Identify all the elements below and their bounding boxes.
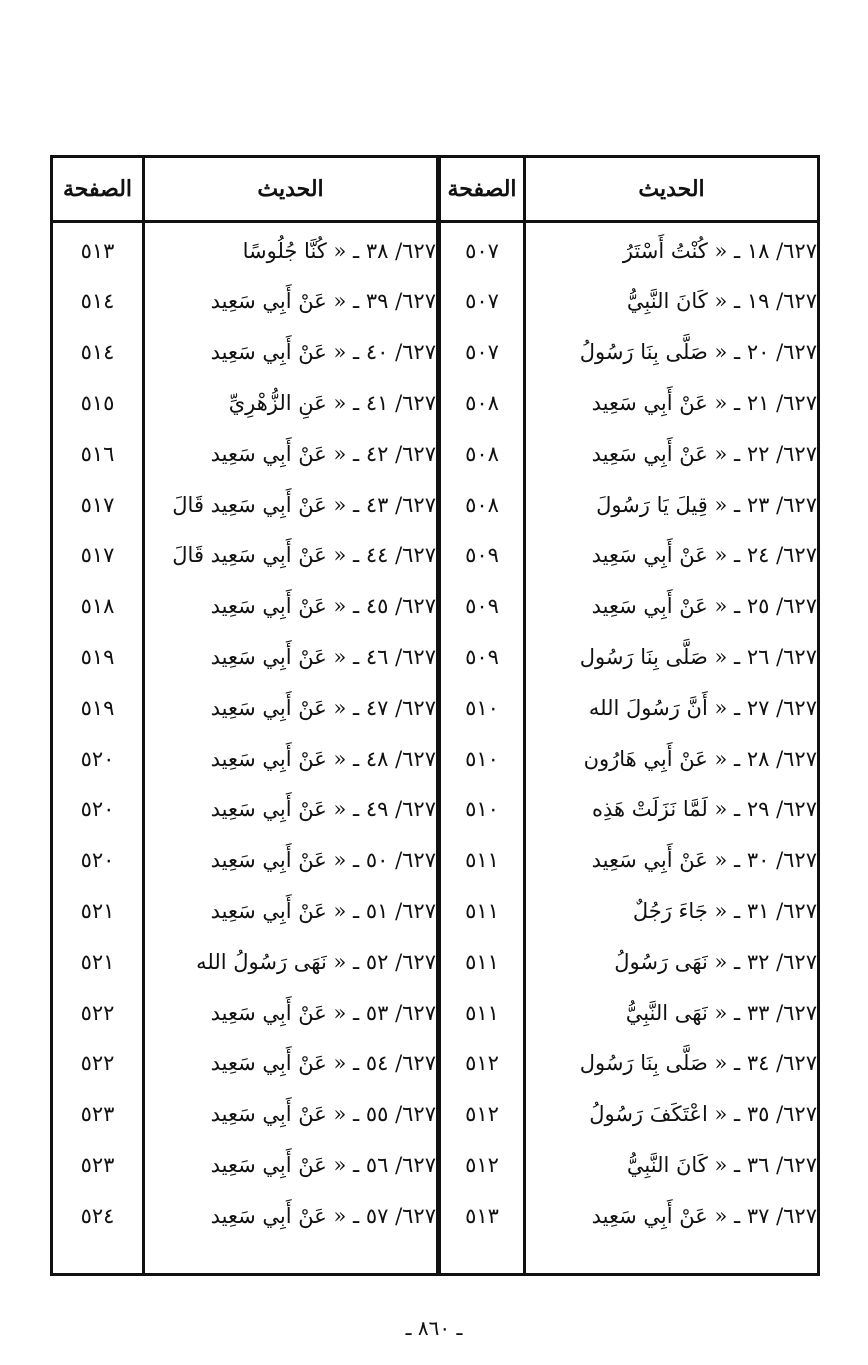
list-item-page-number: ٥١٩ bbox=[80, 644, 115, 669]
list-item-page-number: ٥١٥ bbox=[80, 390, 115, 415]
list-item-page-number: ٥١٩ bbox=[80, 695, 115, 720]
list-item-hadith: ٦٢٧/ ٥٤ ـ « عَنْ أَبِي سَعِيد bbox=[210, 1051, 436, 1076]
list-item-page-number: ٥١١ bbox=[465, 898, 499, 923]
list-item-page-number: ٥٠٨ bbox=[465, 390, 499, 415]
list-item-page-number: ٥٢٣ bbox=[80, 1102, 115, 1127]
list-item-hadith: ٦٢٧/ ١٩ ـ « كَانَ النَّبِيُّ bbox=[626, 289, 817, 314]
list-item-page-number: ٥١٤ bbox=[80, 340, 115, 365]
list-item-hadith: ٦٢٧/ ٤٦ ـ « عَنْ أَبِي سَعِيد bbox=[210, 644, 436, 669]
list-item-page-number: ٥١٨ bbox=[80, 594, 115, 619]
list-item-hadith: ٦٢٧/ ٤٢ ـ « عَنْ أَبِي سَعِيد bbox=[210, 441, 436, 466]
header-divider bbox=[53, 220, 817, 223]
list-item-hadith: ٦٢٧/ ٥٧ ـ « عَنْ أَبِي سَعِيد bbox=[210, 1203, 436, 1228]
list-item-page-number: ٥٢٣ bbox=[80, 1152, 115, 1177]
list-item-page-number: ٥١٦ bbox=[80, 441, 115, 466]
list-item-page-number: ٥٠٨ bbox=[465, 441, 499, 466]
index-table bbox=[50, 155, 820, 1276]
list-item-page-number: ٥٠٩ bbox=[465, 594, 499, 619]
list-item-hadith: ٦٢٧/ ٣٠ ـ « عَنْ أَبِي سَعِيد bbox=[591, 848, 817, 873]
list-item-hadith: ٦٢٧/ ٢٨ ـ « عَنْ أَبِي هَارُون bbox=[583, 746, 817, 771]
list-item-hadith: ٦٢٧/ ٣٩ ـ « عَنْ أَبِي سَعِيد bbox=[210, 289, 436, 314]
list-item-hadith: ٦٢٧/ ٤٩ ـ « عَنْ أَبِي سَعِيد bbox=[210, 797, 436, 822]
list-item-page-number: ٥٠٧ bbox=[465, 340, 499, 365]
list-item-page-number: ٥٠٧ bbox=[465, 238, 499, 263]
list-item-hadith: ٦٢٧/ ٢٤ ـ « عَنْ أَبِي سَعِيد bbox=[591, 543, 817, 568]
list-item-hadith: ٦٢٧/ ٢٣ ـ « قِيلَ يَا رَسُولَ bbox=[596, 492, 817, 517]
list-item-page-number: ٥١٠ bbox=[465, 797, 499, 822]
list-item-page-number: ٥١١ bbox=[465, 1000, 499, 1025]
list-item-page-number: ٥١٢ bbox=[465, 1102, 499, 1127]
list-item-hadith: ٦٢٧/ ٢٢ ـ « عَنْ أَبِي سَعِيد bbox=[591, 441, 817, 466]
list-item-hadith: ٦٢٧/ ٢٩ ـ « لَمَّا نَزَلَتْ هَذِه bbox=[591, 797, 817, 822]
list-item-page-number: ٥١١ bbox=[465, 848, 499, 873]
list-item-page-number: ٥١١ bbox=[465, 949, 499, 974]
header-left-hadith: الحديث bbox=[257, 176, 324, 202]
list-item-hadith: ٦٢٧/ ٣٤ ـ « صَلَّى بِنَا رَسُول bbox=[579, 1051, 817, 1076]
list-item-hadith: ٦٢٧/ ٣١ ـ « جَاءَ رَجُلٌ bbox=[632, 898, 817, 923]
list-item-page-number: ٥٠٩ bbox=[465, 644, 499, 669]
list-item-hadith: ٦٢٧/ ٣٢ ـ « نَهَى رَسُولُ bbox=[614, 949, 817, 974]
list-item-page-number: ٥١٠ bbox=[465, 746, 499, 771]
list-item-page-number: ٥٢٢ bbox=[80, 1000, 115, 1025]
list-item-hadith: ٦٢٧/ ٣٧ ـ « عَنْ أَبِي سَعِيد bbox=[591, 1203, 817, 1228]
list-item-page-number: ٥٢٠ bbox=[80, 746, 115, 771]
list-item-page-number: ٥١٧ bbox=[80, 492, 115, 517]
list-item-hadith: ٦٢٧/ ٣٨ ـ « كُنَّا جُلُوسًا bbox=[242, 238, 436, 263]
list-item-hadith: ٦٢٧/ ١٨ ـ « كُنْتُ أَسْتَرُ bbox=[622, 238, 817, 263]
list-item-page-number: ٥١٧ bbox=[80, 543, 115, 568]
header-right-page: الصفحة bbox=[447, 176, 517, 202]
list-item-hadith: ٦٢٧/ ٥٣ ـ « عَنْ أَبِي سَعِيد bbox=[210, 1000, 436, 1025]
list-item-page-number: ٥١٣ bbox=[465, 1203, 499, 1228]
list-item-hadith: ٦٢٧/ ٥١ ـ « عَنْ أَبِي سَعِيد bbox=[210, 898, 436, 923]
list-item-hadith: ٦٢٧/ ٥٦ ـ « عَنْ أَبِي سَعِيد bbox=[210, 1152, 436, 1177]
list-item-page-number: ٥١٤ bbox=[80, 289, 115, 314]
list-item-hadith: ٦٢٧/ ٢١ ـ « عَنْ أَبِي سَعِيد bbox=[591, 390, 817, 415]
list-item-page-number: ٥٢٠ bbox=[80, 848, 115, 873]
list-item-page-number: ٥١٠ bbox=[465, 695, 499, 720]
list-item-page-number: ٥١٣ bbox=[80, 238, 115, 263]
list-item-page-number: ٥٠٩ bbox=[465, 543, 499, 568]
list-item-page-number: ٥٢٤ bbox=[80, 1203, 115, 1228]
list-item-hadith: ٦٢٧/ ٣٥ ـ « اعْتَكَفَ رَسُولُ bbox=[589, 1102, 817, 1127]
list-item-hadith: ٦٢٧/ ٥٥ ـ « عَنْ أَبِي سَعِيد bbox=[210, 1102, 436, 1127]
page-number: ـ ٨٦٠ ـ bbox=[405, 1316, 463, 1340]
list-item-hadith: ٦٢٧/ ٤٥ ـ « عَنْ أَبِي سَعِيد bbox=[210, 594, 436, 619]
list-item-hadith: ٦٢٧/ ٢٠ ـ « صَلَّى بِنَا رَسُولُ bbox=[579, 340, 817, 365]
list-item-hadith: ٦٢٧/ ٥٢ ـ « نَهَى رَسُولُ الله bbox=[196, 949, 436, 974]
list-item-hadith: ٦٢٧/ ٢٦ ـ « صَلَّى بِنَا رَسُول bbox=[579, 644, 817, 669]
list-item-page-number: ٥٢١ bbox=[80, 949, 115, 974]
list-item-hadith: ٦٢٧/ ٤٠ ـ « عَنْ أَبِي سَعِيد bbox=[210, 340, 436, 365]
list-item-hadith: ٦٢٧/ ٤٧ ـ « عَنْ أَبِي سَعِيد bbox=[210, 695, 436, 720]
list-item-hadith: ٦٢٧/ ٢٥ ـ « عَنْ أَبِي سَعِيد bbox=[591, 594, 817, 619]
header-left-page: الصفحة bbox=[62, 176, 133, 202]
list-item-page-number: ٥٢١ bbox=[80, 898, 115, 923]
list-item-page-number: ٥٢٢ bbox=[80, 1051, 115, 1076]
list-item-hadith: ٦٢٧/ ٥٠ ـ « عَنْ أَبِي سَعِيد bbox=[210, 848, 436, 873]
list-item-hadith: ٦٢٧/ ٣٣ ـ « نَهَى النَّبِيُّ bbox=[625, 1000, 817, 1025]
list-item-page-number: ٥١٢ bbox=[465, 1051, 499, 1076]
list-item-hadith: ٦٢٧/ ٣٦ ـ « كَانَ النَّبِيُّ bbox=[626, 1152, 817, 1177]
list-item-page-number: ٥٢٠ bbox=[80, 797, 115, 822]
list-item-hadith: ٦٢٧/ ٢٧ ـ « أَنَّ رَسُولَ الله bbox=[588, 695, 817, 720]
list-item-page-number: ٥٠٨ bbox=[465, 492, 499, 517]
header-right-hadith: الحديث bbox=[638, 176, 705, 202]
list-item-page-number: ٥٠٧ bbox=[465, 289, 499, 314]
list-item-page-number: ٥١٢ bbox=[465, 1152, 499, 1177]
list-item-hadith: ٦٢٧/ ٤١ ـ « عَنِ الزُّهْرِيِّ bbox=[228, 390, 436, 415]
list-item-hadith: ٦٢٧/ ٤٣ ـ « عَنْ أَبِي سَعِيد قَالَ bbox=[172, 492, 436, 517]
list-item-hadith: ٦٢٧/ ٤٤ ـ « عَنْ أَبِي سَعِيد قَالَ bbox=[172, 543, 436, 568]
list-item-hadith: ٦٢٧/ ٤٨ ـ « عَنْ أَبِي سَعِيد bbox=[210, 746, 436, 771]
